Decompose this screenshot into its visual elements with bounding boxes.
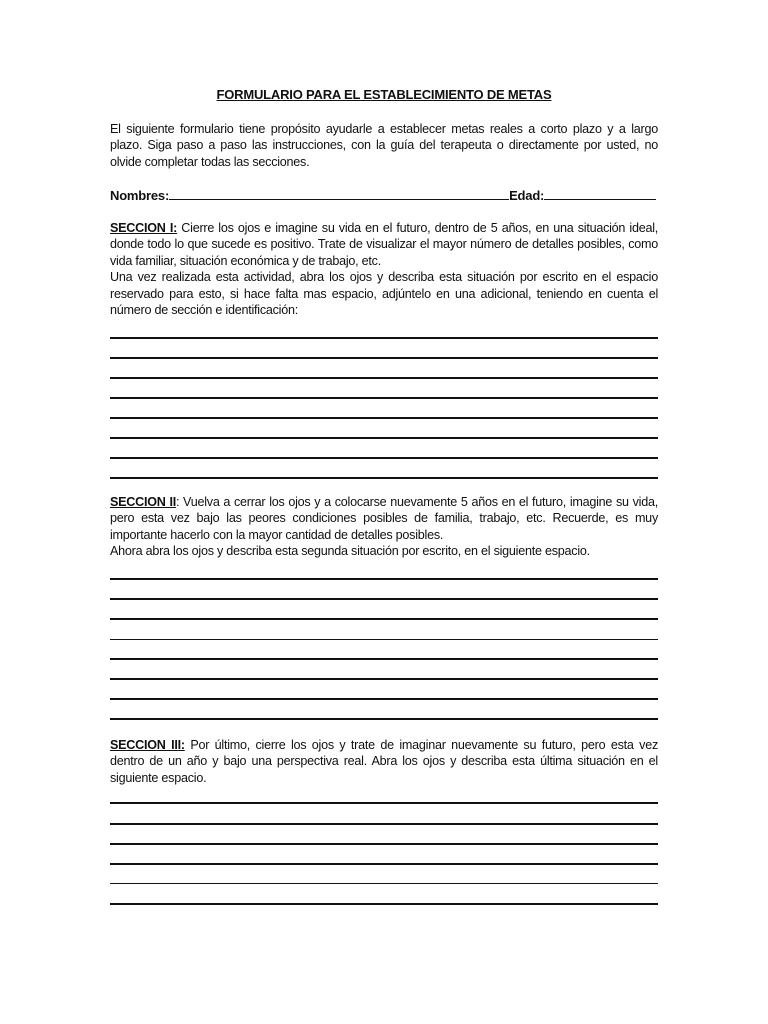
name-age-row [110,187,658,203]
names-field[interactable] [169,187,509,200]
answer-line[interactable] [110,698,658,700]
answer-line[interactable] [110,578,658,580]
answer-line[interactable] [110,457,658,459]
answer-line[interactable] [110,718,658,720]
section-2 [110,494,658,560]
answer-line[interactable] [110,658,658,660]
answer-line[interactable] [110,678,658,680]
answer-line[interactable] [110,397,658,399]
section-3-text: Por último, cierre los ojos y trate de imaginar nuevamente su futuro, pero esta vez dentro de un año y bajo una perspectiva real. Abra los ojos y describa esta última situación en el siguiente espacio. [110,738,658,785]
answer-line[interactable] [110,377,658,379]
intro-text: El siguiente formulario tiene propósito ayudarle a establecer metas reales a corto plazo y a largo plazo. Siga paso a paso las instrucciones, con la guía del terapeuta o directamente por usted, no olvide completar todas las secciones. [110,122,658,169]
section-1 [110,220,658,318]
answer-line[interactable] [110,357,658,359]
answer-line[interactable] [110,639,658,640]
answer-line[interactable] [110,802,658,804]
answer-line[interactable] [110,883,658,884]
answer-line[interactable] [110,823,658,825]
answer-line[interactable] [110,863,658,865]
form-title: FORMULARIO PARA EL ESTABLECIMIENTO DE METAS [216,87,552,102]
section-1-text2: Una vez realizada esta actividad, abra los ojos y describa esta situación por escrito en el espacio reservado para esto, si hace falta mas espacio, adjúntelo en una adicional, teniendo en cuenta el número de sección e identificación: [110,270,658,318]
section-2-label: SECCION II [110,495,176,509]
section-2-text: : Vuelva a cerrar los ojos y a colocarse nuevamente 5 años en el futuro, imagine su vida, pero esta vez bajo las peores condiciones posibles de familia, trabajo, etc. Recuerde, es muy importante hacerlo con la mayor cantidad de detalles posibles. [110,495,658,542]
answer-line[interactable] [110,437,658,439]
intro-paragraph [110,121,658,170]
section-3-label: SECCION III: [110,738,185,752]
answer-line[interactable] [110,477,658,479]
answer-line[interactable] [110,618,658,620]
names-label: Nombres: [110,188,170,203]
age-field[interactable] [544,187,656,200]
section-1-text: Cierre los ojos e imagine su vida en el futuro, dentro de 5 años, en una situación ideal, donde todo lo que sucede es positivo. Trate de visualizar el mayor número de detalles posibles, como vida familiar, situación económica y de trabajo, etc. [110,221,659,268]
age-label: Edad: [509,188,545,203]
answer-line[interactable] [110,598,658,600]
answer-line[interactable] [110,337,658,339]
answer-line[interactable] [110,843,658,845]
section-3 [110,737,658,786]
section-2-text2: Ahora abra los ojos y describa esta segunda situación por escrito, en el siguiente espacio. [110,544,590,559]
answer-line[interactable] [110,903,658,905]
answer-line[interactable] [110,417,658,419]
section-1-label: SECCION I: [110,221,178,235]
